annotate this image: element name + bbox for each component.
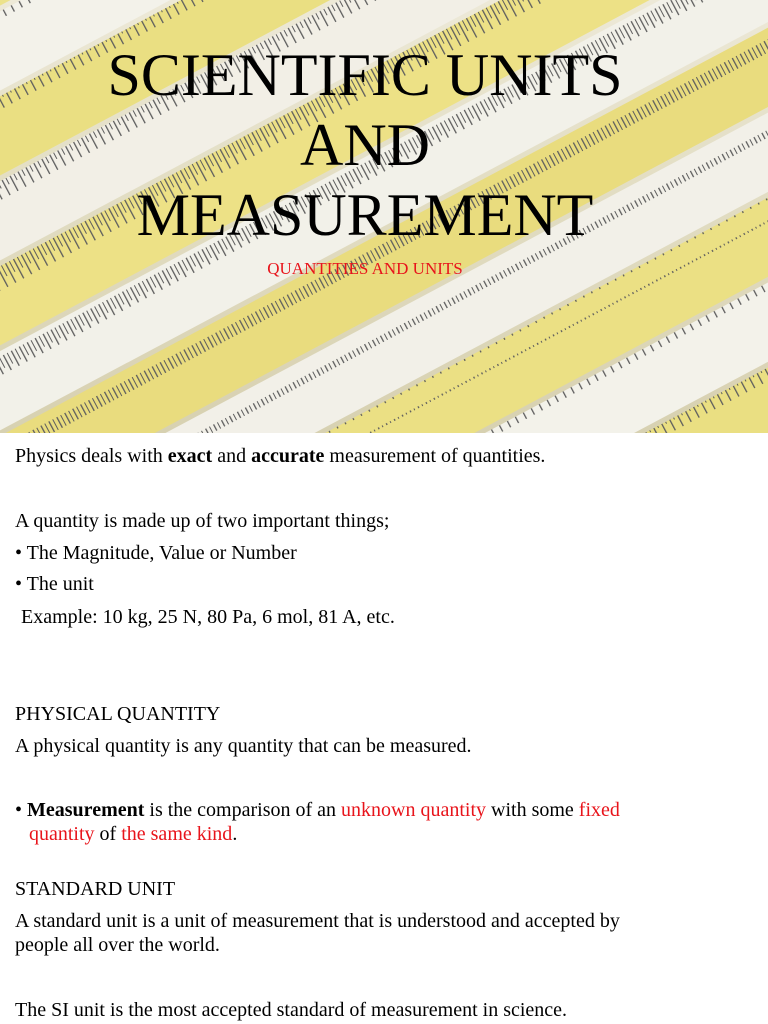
highlight-quantity: quantity — [29, 823, 95, 845]
bullet-item-magnitude — [15, 541, 735, 565]
title-line-2: AND — [300, 112, 430, 178]
standard-unit-line-2: people all over the world. — [15, 934, 220, 956]
bullet-item-unit — [15, 572, 735, 596]
intro-text: Physics deals with — [15, 445, 168, 467]
highlight-unknown-quantity: unknown quantity — [341, 799, 487, 821]
intro-bold-exact: exact — [167, 445, 213, 467]
quantity-lead: A quantity is made up of two important things; — [15, 510, 390, 532]
intro-paragraph — [15, 444, 735, 468]
measurement-text: . — [232, 823, 238, 845]
bullet-glyph: • — [15, 542, 23, 564]
title-line-1: SCIENTIFIC UNITS — [107, 42, 623, 108]
section-heading-physical-quantity: PHYSICAL QUANTITY — [15, 703, 221, 725]
hero-banner — [0, 0, 768, 433]
title-line-3: MEASUREMENT — [136, 182, 594, 248]
physical-quantity-definition: A physical quantity is any quantity that can be measured. — [15, 735, 472, 757]
measurement-bullet — [15, 798, 735, 822]
intro-text: measurement of quantities. — [324, 445, 546, 467]
measurement-text: of — [94, 823, 122, 845]
bullet-glyph: • — [15, 573, 23, 595]
standard-unit-line-1: A standard unit is a unit of measurement that is understood and accepted by — [15, 910, 620, 932]
page-title — [0, 40, 730, 250]
measurement-text: is the comparison of an — [144, 799, 342, 821]
example-line: Example: 10 kg, 25 N, 80 Pa, 6 mol, 81 A, etc. — [21, 606, 395, 628]
bullet-text: The unit — [26, 573, 94, 595]
highlight-same-kind: the same kind — [121, 823, 233, 845]
intro-text: and — [212, 445, 252, 467]
bullet-glyph: • — [15, 799, 23, 821]
section-heading-standard-unit: STANDARD UNIT — [15, 878, 176, 900]
measurement-text: with some — [486, 799, 579, 821]
subtitle: QUANTITIES AND UNITS — [267, 259, 463, 278]
intro-bold-accurate: accurate — [251, 445, 325, 467]
bullet-text: The Magnitude, Value or Number — [26, 542, 297, 564]
measurement-term: Measurement — [27, 799, 145, 821]
highlight-fixed: fixed — [578, 799, 620, 821]
measurement-bullet-continued — [29, 822, 749, 846]
si-unit-statement: The SI unit is the most accepted standard of measurement in science. — [15, 999, 568, 1021]
